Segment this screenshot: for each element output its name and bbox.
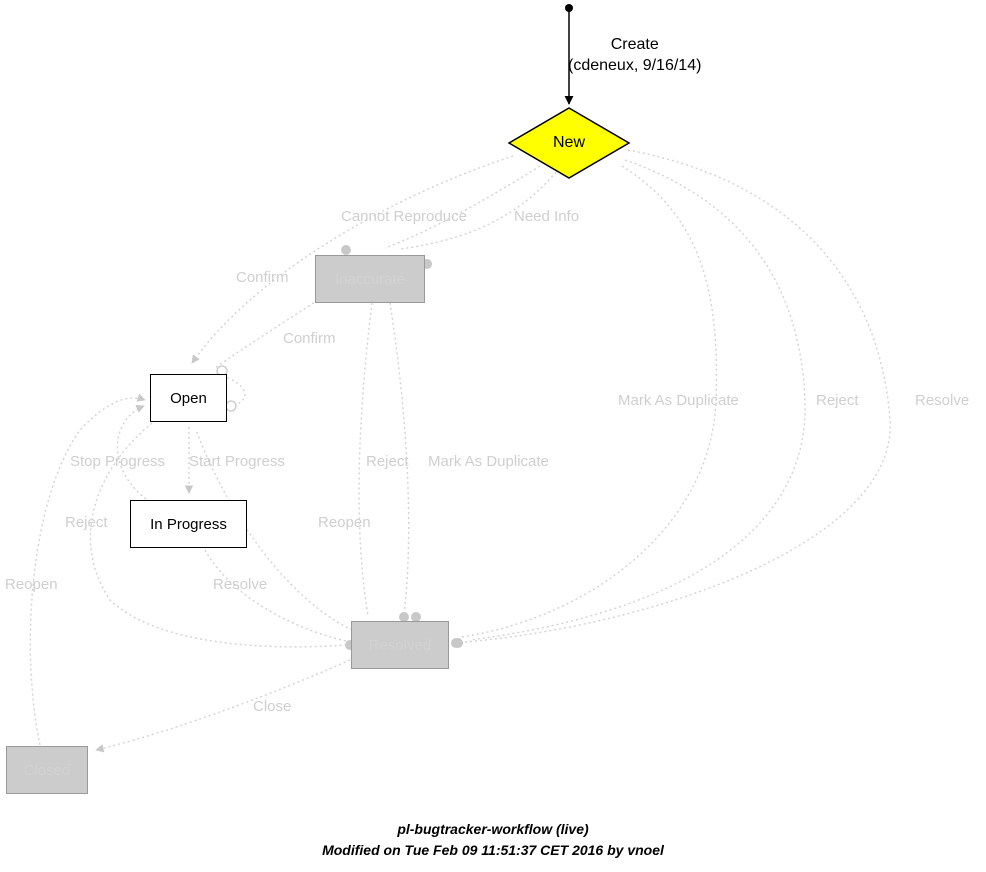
edge-label-reject-1: Reject — [816, 392, 859, 409]
edge-label-mark-as-duplicate-1: Mark As Duplicate — [618, 392, 739, 409]
create-label-line1: Create — [610, 36, 659, 53]
edge-label-stop-progress: Stop Progress — [70, 453, 166, 470]
node-resolved-label: Resolved — [368, 636, 432, 654]
node-open-label: Open — [170, 389, 207, 407]
node-in-progress-label: In Progress — [150, 515, 227, 533]
edge-label-reopen-1: Reopen — [318, 514, 371, 531]
edge-label-close: Close — [253, 698, 292, 715]
edge-label-resolve-2: Resolve — [213, 576, 268, 593]
node-closed[interactable] — [6, 746, 88, 794]
node-inaccurate[interactable] — [315, 255, 425, 303]
node-open[interactable] — [150, 374, 227, 422]
node-closed-label: Closed — [23, 761, 71, 779]
edge-label-resolve-1: Resolve — [915, 392, 970, 409]
node-in-progress[interactable] — [130, 500, 247, 548]
edge-label-reopen-2: Reopen — [5, 576, 58, 593]
node-inaccurate-label: Inaccurate — [334, 270, 406, 288]
edge-label-reject-3: Reject — [65, 514, 108, 531]
create-label-line2: (cdeneux, 9/16/14) — [568, 57, 702, 74]
node-new[interactable] — [509, 128, 629, 158]
edge-label-reject-2: Reject — [366, 453, 409, 470]
diagram-footer-title: pl-bugtracker-workflow (live) — [397, 821, 589, 837]
diagram-footer-modified: Modified on Tue Feb 09 11:51:37 CET 2016 by vnoel — [322, 842, 664, 858]
create-transition-label — [568, 34, 701, 76]
edge-label-confirm-1: Confirm — [236, 269, 289, 286]
edge-label-confirm-2: Confirm — [283, 330, 336, 347]
edge-label-cannot-reproduce: Cannot Reproduce — [341, 208, 467, 225]
node-new-label: New — [552, 134, 585, 151]
edge-label-need-info: Need Info — [514, 208, 580, 225]
edge-label-mark-as-duplicate-2: Mark As Duplicate — [428, 453, 549, 470]
edge-label-start-progress: Start Progress — [189, 453, 285, 470]
node-resolved[interactable] — [351, 621, 449, 669]
